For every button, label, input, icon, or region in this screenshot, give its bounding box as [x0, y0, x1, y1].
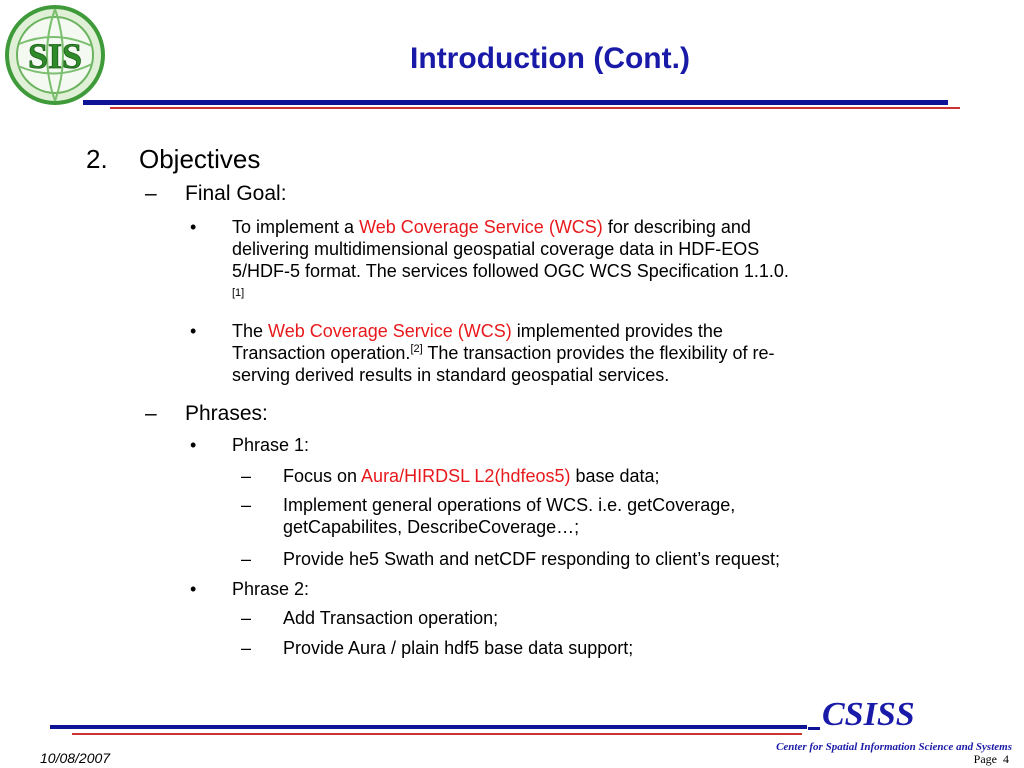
- sub-item-text: [283, 465, 923, 487]
- bullet-marker: •: [190, 321, 197, 341]
- dash-marker: –: [241, 638, 252, 658]
- text-span: base data;: [570, 466, 660, 486]
- dash-marker: –: [145, 182, 157, 205]
- dash-marker: –: [241, 549, 252, 569]
- bullet-text: [232, 216, 932, 304]
- sub-item-text: [283, 494, 923, 538]
- sub-item-text: Add Transaction operation;: [283, 608, 499, 628]
- wcs-highlight: Web Coverage Service (WCS): [268, 321, 512, 341]
- csiss-brand: CSISS: [822, 696, 915, 733]
- bullet-marker: •: [190, 579, 197, 599]
- text-span: Focus on: [283, 466, 362, 486]
- text-line: Implement general operations of WCS. i.e. getCoverage,: [283, 495, 736, 515]
- title-underline-red: [110, 107, 960, 109]
- phrase1-label: Phrase 1:: [232, 435, 310, 455]
- dash-marker: –: [241, 608, 252, 628]
- footer-rule-red: [72, 733, 802, 735]
- text-line: serving derived results in standard geospatial services.: [232, 365, 670, 385]
- footer-rule-blue: [50, 725, 807, 729]
- phrase2-label: Phrase 2:: [232, 579, 310, 599]
- text-line: delivering multidimensional geospatial coverage data in HDF-EOS: [232, 239, 760, 259]
- bullet-marker: •: [190, 435, 197, 455]
- dash-marker: –: [241, 495, 252, 515]
- final-goal-label: Final Goal:: [185, 182, 287, 205]
- center-name: Center for Spatial Information Science and Systems: [776, 741, 1012, 753]
- title-underline-blue: [83, 100, 948, 105]
- phrases-heading: [145, 402, 268, 426]
- final-goal-heading: [145, 182, 287, 206]
- bullet-text: [232, 320, 932, 386]
- sis-logo: [4, 4, 106, 106]
- text-line: getCapabilites, DescribeCoverage…;: [283, 517, 580, 537]
- text-span: To implement a: [232, 217, 360, 237]
- section-heading: [86, 144, 260, 174]
- text-span: for describing and: [602, 217, 751, 237]
- section-number: 2.: [86, 144, 108, 174]
- text-span: Transaction operation.: [232, 343, 411, 363]
- wcs-highlight: Web Coverage Service (WCS): [359, 217, 603, 237]
- page-number-value: 4: [1003, 752, 1009, 766]
- text-line: 5/HDF-5 format. The services followed OGC WCS Specification 1.1.0.: [232, 261, 789, 281]
- aura-highlight: Aura/HIRDSL L2(hdfeos5): [361, 466, 571, 486]
- text-span: implemented provides the: [511, 321, 723, 341]
- section-title: Objectives: [139, 144, 261, 174]
- bullet-marker: •: [190, 217, 197, 237]
- reference-marker: [1]: [232, 287, 245, 299]
- phrases-label: Phrases:: [185, 402, 268, 425]
- reference-marker: [2]: [410, 343, 423, 355]
- page-title: Introduction (Cont.): [410, 42, 690, 75]
- sub-item-text: Provide Aura / plain hdf5 base data support;: [283, 638, 634, 658]
- page-number: [974, 752, 1009, 767]
- logo-text: SIS: [27, 36, 83, 76]
- text-span: The transaction provides the flexibility of re-: [422, 343, 775, 363]
- sub-item-text: Provide he5 Swath and netCDF responding to client’s request;: [283, 549, 780, 569]
- slide-date: 10/08/2007: [40, 750, 111, 766]
- footer-rule-blue-short: [808, 727, 820, 730]
- text-span: The: [232, 321, 269, 341]
- dash-marker: –: [241, 466, 252, 486]
- page-label: Page: [973, 752, 997, 766]
- dash-marker: –: [145, 402, 157, 425]
